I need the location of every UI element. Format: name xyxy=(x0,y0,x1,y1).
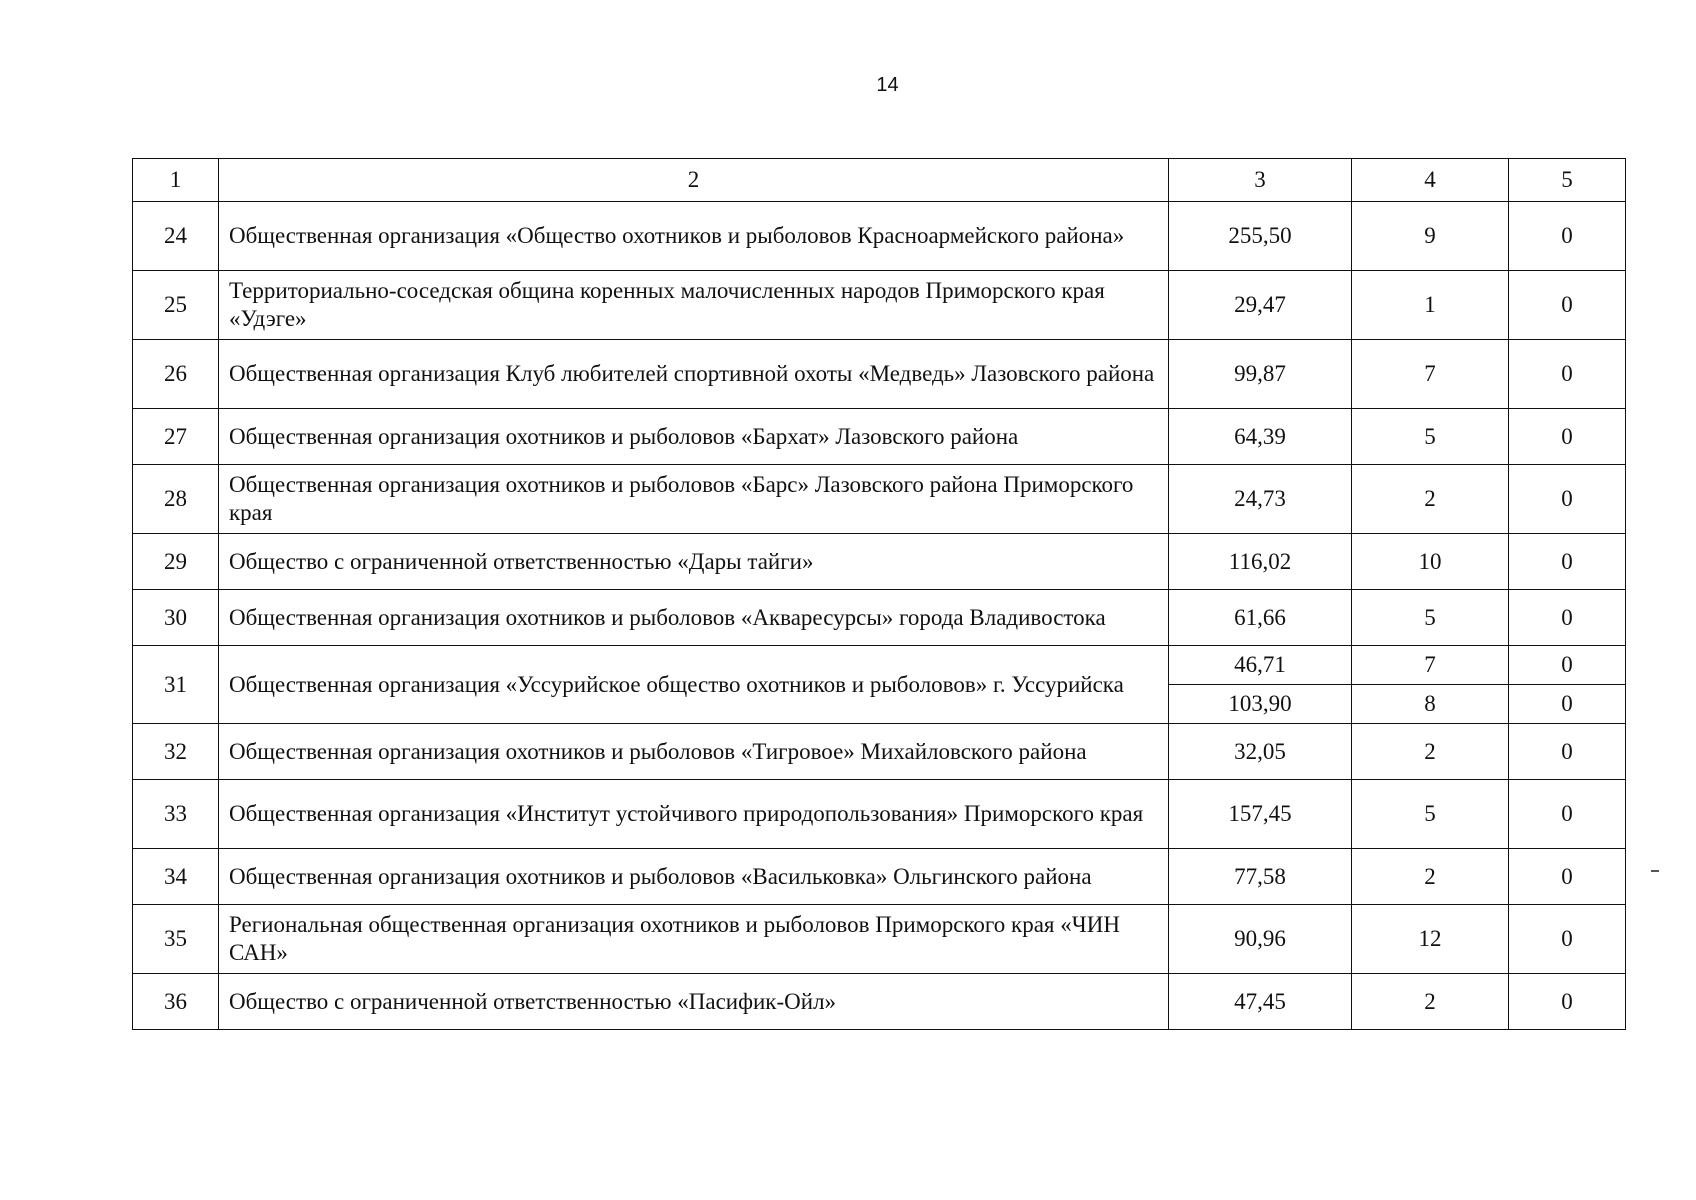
organization-name: Общественная организация охотников и рыболовов «Васильковка» Ольгинского района xyxy=(219,849,1169,905)
row-number: 33 xyxy=(133,780,219,849)
count-value: 9 xyxy=(1352,202,1509,271)
table-row xyxy=(133,724,1626,780)
col5-value: 0 xyxy=(1509,646,1626,685)
organization-name: Общественная организация охотников и рыболовов «Акваресурсы» города Владивостока xyxy=(219,590,1169,646)
count-value: 7 xyxy=(1352,646,1509,685)
table-header-row xyxy=(133,159,1626,202)
count-value: 2 xyxy=(1352,724,1509,780)
row-number: 30 xyxy=(133,590,219,646)
row-number: 31 xyxy=(133,646,219,724)
organization-name: Общественная организация охотников и рыболовов «Бархат» Лазовского района xyxy=(219,409,1169,465)
col5-value: 0 xyxy=(1509,590,1626,646)
row-number: 32 xyxy=(133,724,219,780)
table-row xyxy=(133,974,1626,1030)
col5-value: 0 xyxy=(1509,409,1626,465)
count-value: 12 xyxy=(1352,905,1509,974)
col5-value: 0 xyxy=(1509,465,1626,534)
table-row xyxy=(133,465,1626,534)
table-row xyxy=(133,340,1626,409)
row-number: 36 xyxy=(133,974,219,1030)
row-number: 25 xyxy=(133,271,219,340)
col5-value: 0 xyxy=(1509,271,1626,340)
count-value: 7 xyxy=(1352,340,1509,409)
data-table xyxy=(132,158,1626,1030)
organization-name: Общественная организация «Уссурийское общество охотников и рыболовов» г. Уссурийска xyxy=(219,646,1169,724)
col5-value: 0 xyxy=(1509,905,1626,974)
area-value: 99,87 xyxy=(1169,340,1352,409)
area-value: 29,47 xyxy=(1169,271,1352,340)
count-value: 8 xyxy=(1352,685,1509,724)
table-row xyxy=(133,590,1626,646)
area-value: 157,45 xyxy=(1169,780,1352,849)
row-number: 28 xyxy=(133,465,219,534)
table-row xyxy=(133,534,1626,590)
area-value: 116,02 xyxy=(1169,534,1352,590)
count-value: 5 xyxy=(1352,409,1509,465)
count-value: 2 xyxy=(1352,465,1509,534)
count-value: 2 xyxy=(1352,849,1509,905)
row-number: 35 xyxy=(133,905,219,974)
count-value: 5 xyxy=(1352,780,1509,849)
count-value: 1 xyxy=(1352,271,1509,340)
row-number: 29 xyxy=(133,534,219,590)
col5-value: 0 xyxy=(1509,780,1626,849)
count-value: 10 xyxy=(1352,534,1509,590)
col5-value: 0 xyxy=(1509,974,1626,1030)
header-cell: 4 xyxy=(1352,159,1509,202)
col5-value: 0 xyxy=(1509,849,1626,905)
area-value: 255,50 xyxy=(1169,202,1352,271)
organization-name: Общественная организация «Институт устойчивого природопользования» Приморского края xyxy=(219,780,1169,849)
area-value: 24,73 xyxy=(1169,465,1352,534)
row-number: 24 xyxy=(133,202,219,271)
header-cell: 3 xyxy=(1169,159,1352,202)
organization-name: Общественная организация Клуб любителей спортивной охоты «Медведь» Лазовского района xyxy=(219,340,1169,409)
row-number: 26 xyxy=(133,340,219,409)
organization-name: Общественная организация «Общество охотников и рыболовов Красноармейского района» xyxy=(219,202,1169,271)
area-value: 47,45 xyxy=(1169,974,1352,1030)
table-row xyxy=(133,271,1626,340)
area-value: 61,66 xyxy=(1169,590,1352,646)
table-row xyxy=(133,646,1626,685)
organization-name: Региональная общественная организация охотников и рыболовов Приморского края «ЧИН САН» xyxy=(219,905,1169,974)
header-cell: 1 xyxy=(133,159,219,202)
col5-value: 0 xyxy=(1509,202,1626,271)
count-value: 2 xyxy=(1352,974,1509,1030)
header-cell: 2 xyxy=(219,159,1169,202)
table-row xyxy=(133,905,1626,974)
table-row xyxy=(133,202,1626,271)
organization-name: Общественная организация охотников и рыболовов «Барс» Лазовского района Приморского края xyxy=(219,465,1169,534)
area-value: 46,71 xyxy=(1169,646,1352,685)
scan-mark xyxy=(1651,870,1659,872)
col5-value: 0 xyxy=(1509,340,1626,409)
col5-value: 0 xyxy=(1509,534,1626,590)
row-number: 34 xyxy=(133,849,219,905)
col5-value: 0 xyxy=(1509,685,1626,724)
area-value: 32,05 xyxy=(1169,724,1352,780)
area-value: 77,58 xyxy=(1169,849,1352,905)
table-row xyxy=(133,780,1626,849)
col5-value: 0 xyxy=(1509,724,1626,780)
organization-name: Общество с ограниченной ответственностью «Пасифик-Ойл» xyxy=(219,974,1169,1030)
row-number: 27 xyxy=(133,409,219,465)
area-value: 64,39 xyxy=(1169,409,1352,465)
organization-name: Общественная организация охотников и рыболовов «Тигровое» Михайловского района xyxy=(219,724,1169,780)
count-value: 5 xyxy=(1352,590,1509,646)
area-value: 103,90 xyxy=(1169,685,1352,724)
table-row xyxy=(133,849,1626,905)
area-value: 90,96 xyxy=(1169,905,1352,974)
organization-name: Общество с ограниченной ответственностью «Дары тайги» xyxy=(219,534,1169,590)
header-cell: 5 xyxy=(1509,159,1626,202)
table-row xyxy=(133,409,1626,465)
organization-name: Территориально-соседская община коренных малочисленных народов Приморского края «Удэге» xyxy=(219,271,1169,340)
page-number: 14 xyxy=(876,74,899,96)
